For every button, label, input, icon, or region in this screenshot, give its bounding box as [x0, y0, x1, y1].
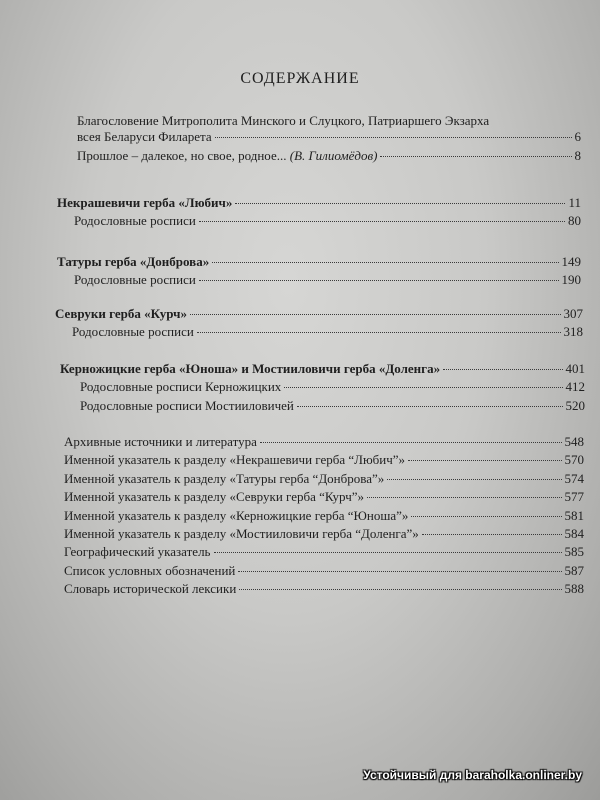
- dot-leader: [199, 221, 565, 222]
- dot-leader: [239, 589, 561, 590]
- page-number: 581: [564, 508, 584, 523]
- dot-leader: [367, 497, 561, 498]
- page-number: 577: [564, 489, 584, 504]
- dot-leader: [235, 203, 565, 204]
- page-number: 574: [564, 471, 584, 486]
- appendix-label: Именной указатель к разделу «Некрашевичи герба “Любич”»: [64, 452, 406, 467]
- toc-section-kernozhitskie: [60, 361, 585, 377]
- toc-entry-label: всея Беларуси Филарета: [77, 129, 212, 144]
- page-number: 585: [564, 544, 584, 559]
- subentry-label: Родословные росписи: [74, 272, 196, 287]
- page-number: 401: [565, 361, 585, 376]
- dot-leader: [197, 332, 561, 333]
- page-number: 80: [568, 213, 581, 228]
- page-number: 584: [564, 526, 584, 541]
- watermark: Устойчивый для baraholka.onliner.by: [363, 768, 582, 782]
- page-number: 570: [564, 452, 584, 467]
- dot-leader: [214, 552, 562, 553]
- page-number: 11: [568, 195, 581, 210]
- page-number: 588: [564, 581, 584, 596]
- toc-entry-past: [77, 148, 581, 164]
- subentry-label: Родословные росписи Мостииловичей: [80, 398, 294, 413]
- dot-leader: [422, 534, 562, 535]
- dot-leader: [387, 479, 561, 480]
- toc-subentry: [74, 213, 581, 229]
- page-number: 412: [565, 379, 585, 394]
- appendix-label: Словарь исторической лексики: [64, 581, 237, 596]
- toc-subentry: [72, 324, 583, 340]
- toc-entry-blessing: [77, 129, 581, 145]
- toc-subentry: [74, 272, 581, 288]
- dot-leader: [443, 369, 562, 370]
- page-number: 318: [563, 324, 583, 339]
- page-number: 307: [563, 306, 583, 321]
- toc-section-sevruki: [55, 306, 583, 322]
- page-number: 548: [564, 434, 584, 449]
- dot-leader: [380, 156, 571, 157]
- page-number: 190: [561, 272, 581, 287]
- subentry-label: Родословные росписи Керножицких: [80, 379, 282, 394]
- dot-leader: [190, 314, 561, 315]
- dot-leader: [199, 280, 559, 281]
- appendix-label: Именной указатель к разделу «Мостииловичи герба “Доленга”»: [64, 526, 419, 541]
- appendix-label: Архивные источники и литература: [64, 434, 257, 449]
- toc-appendix-entry: [64, 452, 584, 468]
- toc-subentry: [80, 398, 585, 414]
- appendix-label: Список условных обозначений: [64, 563, 236, 578]
- subentry-label: Родословные росписи: [74, 213, 196, 228]
- toc-appendix-entry: [64, 544, 584, 560]
- subentry-label: Родословные росписи: [72, 324, 194, 339]
- page-number: 149: [561, 254, 581, 269]
- appendix-label: Именной указатель к разделу «Севруки герба “Курч”»: [64, 489, 365, 504]
- dot-leader: [411, 516, 561, 517]
- toc-section-tatury: [57, 254, 581, 270]
- toc-appendix-entry: [64, 526, 584, 542]
- dot-leader: [215, 137, 572, 138]
- dot-leader: [408, 460, 561, 461]
- page-number: 8: [574, 148, 581, 163]
- toc-section-nekrashevichi: [57, 195, 581, 211]
- dot-leader: [238, 571, 561, 572]
- section-title: Некрашевичи герба «Любич»: [57, 195, 233, 210]
- toc-appendix-entry: [64, 508, 584, 524]
- appendix-label: Именной указатель к разделу «Татуры герба “Донброва”»: [64, 471, 385, 486]
- page-title: СОДЕРЖАНИЕ: [240, 70, 360, 87]
- page-number: 587: [564, 563, 584, 578]
- page-number: 520: [565, 398, 585, 413]
- blessing-line-1: Благословение Митрополита Минского и Слуцкого, Патриаршего Экзарха: [77, 113, 490, 128]
- section-title: Керножицкие герба «Юноша» и Мостииловичи герба «Доленга»: [60, 361, 441, 376]
- toc-appendix-entry: [64, 489, 584, 505]
- toc-entry-label: Прошлое – далекое, но свое, родное... (В. Гилиомёдов): [77, 148, 378, 163]
- section-title: Татуры герба «Донброва»: [57, 254, 210, 269]
- toc-appendix-entry: [64, 434, 584, 450]
- section-title: Севруки герба «Курч»: [55, 306, 187, 321]
- dot-leader: [297, 406, 563, 407]
- dot-leader: [260, 442, 562, 443]
- dot-leader: [284, 387, 562, 388]
- author-name: (В. Гилиомёдов): [289, 148, 378, 163]
- toc-appendix-entry: [64, 471, 584, 487]
- toc-subentry: [80, 379, 585, 395]
- page-number: 6: [574, 129, 581, 144]
- toc-appendix-entry: [64, 563, 584, 579]
- dot-leader: [212, 262, 558, 263]
- toc-appendix-entry: [64, 581, 584, 597]
- appendix-label: Географический указатель: [64, 544, 211, 559]
- appendix-label: Именной указатель к разделу «Керножицкие герба “Юноша”»: [64, 508, 409, 523]
